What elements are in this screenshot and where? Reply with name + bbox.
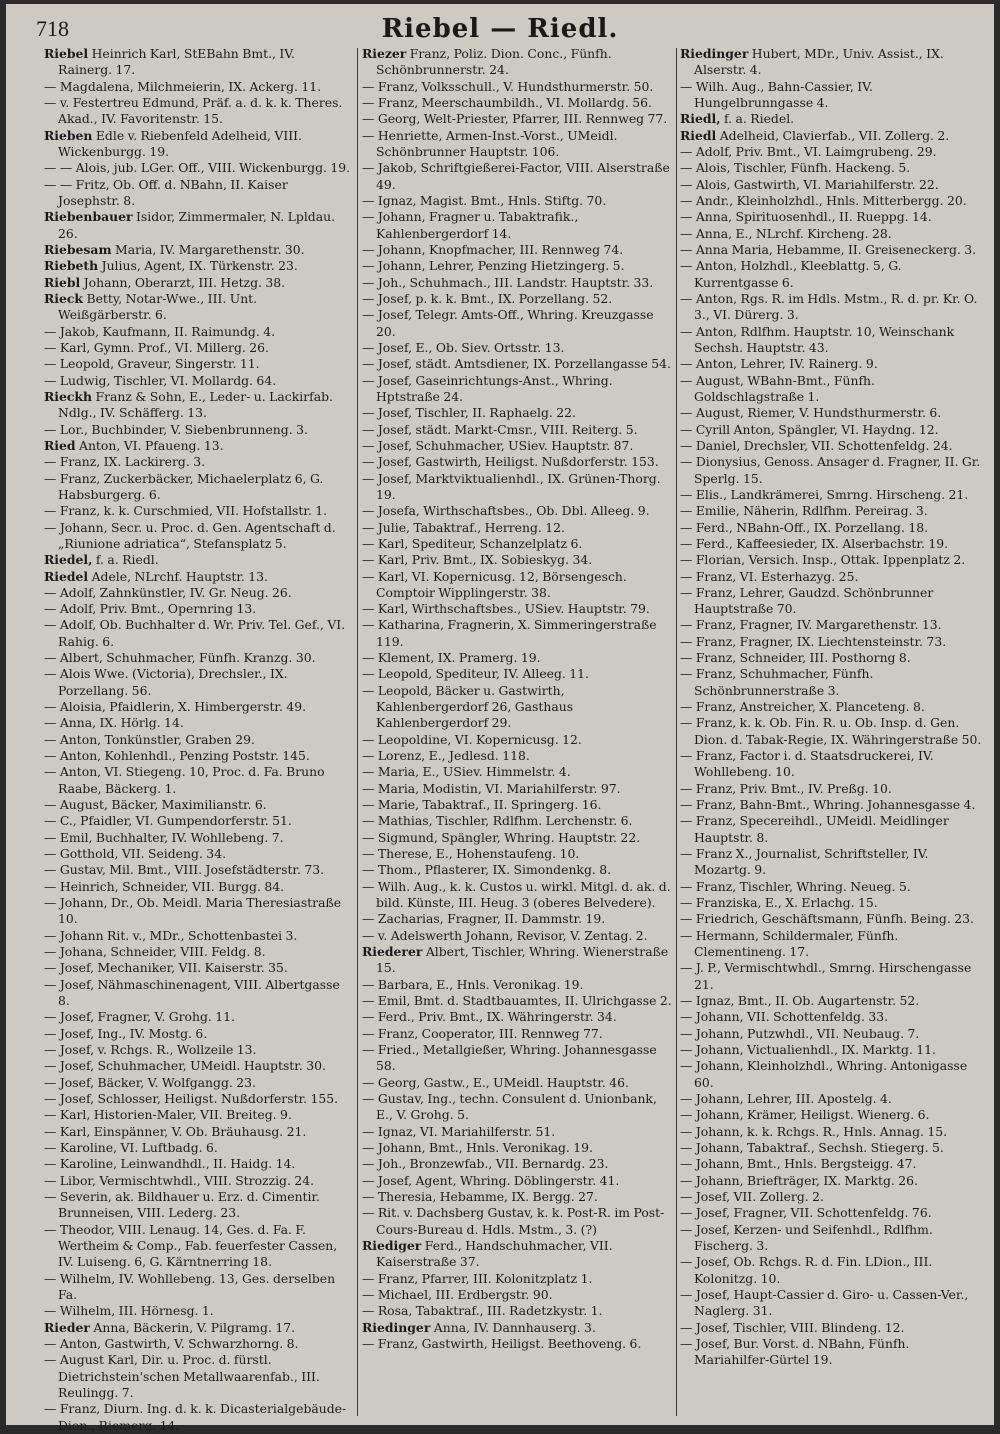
running-head: Riebel — Riedl. (381, 14, 619, 44)
directory-entry: — Joh., Bronzewfab., VII. Bernardg. 23. (362, 1156, 609, 1172)
directory-entry: — Wilh. Aug., Bahn-Cassier, IV. Hungelbrunngasse 4. (680, 78, 873, 110)
directory-entry: — Alois Wwe. (Victoria), Drechsler., IX. Porzellang. 56. (44, 666, 288, 698)
directory-entry: — Anton, Tonkünstler, Graben 29. (44, 731, 255, 747)
directory-entry: — Franz X., Journalist, Schriftsteller, IV. Mozartg. 9. (680, 846, 929, 878)
column-divider (676, 48, 677, 1416)
directory-entry: — Barbara, E., Hnls. Veronikag. 19. (362, 976, 584, 992)
directory-heading-entry: Riebesam Maria, IV. Margarethenstr. 30. (44, 241, 305, 257)
directory-entry: — August Karl, Dir. u. Proc. d. fürstl. Dietrichstein'schen Metallwaarenfab., III. Reulingg. 7. (44, 1352, 320, 1400)
directory-entry: — Josef, Schuhmacher, USiev. Hauptstr. 87. (362, 437, 634, 453)
directory-entry: — Franz, Schuhmacher, Fünfh. Schönbrunnerstraße 3. (680, 666, 874, 698)
directory-entry: — Josef, Schuhmacher, UMeidl. Hauptstr. 30. (44, 1058, 326, 1074)
directory-entry: — Sigmund, Spängler, Whring. Hauptstr. 22. (362, 829, 641, 845)
directory-entry: — Anna, IX. Hörlg. 14. (44, 715, 184, 731)
directory-entry: — Wilh. Aug., k. k. Custos u. wirkl. Mitgl. d. ak. d. bild. Künste, III. Heug. 3 (oberes Belvedere). (362, 878, 671, 911)
directory-entry: — Karoline, VI. Luftbadg. 6. (44, 1139, 218, 1155)
directory-entry: — Wilhelm, III. Hörnesg. 1. (44, 1303, 214, 1319)
directory-entry: — Karl, Gymn. Prof., VI. Millerg. 26. (44, 339, 269, 355)
directory-entry: — August, WBahn-Bmt., Fünfh. Goldschlagstraße 1. (680, 372, 875, 404)
directory-entry: — Josef, Fragner, V. Grohg. 11. (44, 1009, 235, 1025)
directory-entry: — Daniel, Drechsler, VII. Schottenfeldg. 24. (680, 437, 953, 453)
directory-entry: — Lor., Buchbinder, V. Siebenbrunneng. 3. (44, 421, 308, 437)
directory-entry: — Johann, Kleinholzhdl., Whring. Antonigasse 60. (680, 1058, 968, 1090)
directory-entry: — Josef, Marktviktualienhdl., IX. Grünen-Thorg. 19. (362, 470, 661, 502)
directory-entry: — Josef, Ob. Rchgs. R. d. Fin. LDion., III. Kolonitzg. 10. (680, 1254, 933, 1286)
directory-entry: — Emil, Buchhalter, IV. Wohllebeng. 7. (44, 829, 284, 845)
directory-entry: — Julie, Tabaktraf., Herreng. 12. (362, 519, 565, 535)
directory-entry: — Karl, Wirthschaftsbes., USiev. Hauptstr. 79. (362, 601, 650, 617)
directory-entry: — Josef, v. Rchgs. R., Wollzeile 13. (44, 1042, 257, 1058)
directory-entry: — Josef, E., Ob. Siev. Ortsstr. 13. (362, 339, 565, 355)
directory-entry: — Wilhelm, IV. Wohllebeng. 13, Ges. derselben Fa. (44, 1270, 336, 1302)
directory-entry: — Johann, Victualienhdl., IX. Marktg. 11. (680, 1042, 936, 1058)
directory-entry: — Marie, Tabaktraf., II. Springerg. 16. (362, 797, 602, 813)
directory-entry: — Josef, Gaseinrichtungs-Anst., Whring. Hptstraße 24. (362, 372, 613, 404)
directory-entry: — Josef, Tischler, VIII. Blindeng. 12. (680, 1319, 905, 1335)
directory-entry: — August, Bäcker, Maximilianstr. 6. (44, 797, 267, 813)
directory-entry: — Josef, Bur. Vorst. d. NBahn, Fünfh. Mariahilfer-Gürtel 19. (680, 1335, 910, 1368)
directory-heading-entry: Riebel Heinrich Karl, StEBahn Bmt., IV. Rainerg. 17. (44, 46, 295, 78)
directory-entry: — Franz, Bahn-Bmt., Whring. Johannesgasse 4. (680, 797, 976, 813)
directory-entry: — Franz, Volksschull., V. Hundsthurmerstr. 50. (362, 78, 654, 94)
column-divider (357, 48, 358, 1416)
directory-entry: — Katharina, Fragnerin, X. Simmeringerstraße 119. (362, 617, 657, 649)
directory-entry: — Leopold, Spediteur, IV. Alleeg. 11. (362, 666, 589, 682)
directory-entry: — Franz, Specereihdl., UMeidl. Meidlinger Hauptstr. 8. (680, 813, 949, 845)
directory-entry: — Ferd., Priv. Bmt., IX. Währingerstr. 34. (362, 1009, 617, 1025)
directory-entry: — Franz, k. k. Ob. Fin. R. u. Ob. Insp. d. Gen. Dion. d. Tabak-Regie, IX. Währingerstraße 50. (680, 715, 982, 747)
column-middle (362, 46, 674, 1418)
directory-entry: — Anna Maria, Hebamme, II. Greiseneckerg. 3. (680, 241, 977, 257)
directory-entry: — Adolf, Priv. Bmt., Opernring 13. (44, 601, 257, 617)
directory-entry: — Franz, Anstreicher, X. Planceteng. 8. (680, 699, 925, 715)
directory-entry: — Johann, Secr. u. Proc. d. Gen. Agentschaft d. „Riunione adriatica“, Stefansplatz 5. (44, 519, 336, 551)
directory-entry: — Johann, Bmt., Hnls. Veronikag. 19. (362, 1139, 593, 1155)
directory-entry: — Libor, Vermischtwhdl., VIII. Strozzig. 24. (44, 1172, 315, 1188)
directory-entry: — Johana, Schneider, VIII. Feldg. 8. (44, 944, 266, 960)
directory-heading-entry: Riediger Ferd., Handschuhmacher, VII. Kaiserstraße 37. (362, 1237, 613, 1270)
directory-entry: — Florian, Versich. Insp., Ottak. Ippenplatz 2. (680, 552, 966, 568)
directory-entry: — Josef, Gastwirth, Heiligst. Nußdorferstr. 153. (362, 454, 659, 470)
directory-entry: — Maria, E., USiev. Himmelstr. 4. (362, 764, 571, 780)
directory-entry: — — Fritz, Ob. Off. d. NBahn, II. Kaiser Josephstr. 8. (44, 176, 288, 208)
directory-entry: — Aloisia, Pfaidlerin, X. Himbergerstr. 49. (44, 699, 307, 715)
directory-entry: — Therese, E., Hohenstaufeng. 10. (362, 846, 580, 862)
directory-entry: — Henriette, Armen-Inst.-Vorst., UMeidl. Schönbrunner Hauptstr. 106. (362, 127, 618, 159)
directory-entry: — Johann, VII. Schottenfeldg. 33. (680, 1009, 889, 1025)
directory-entry: — Josef, Agent, Whring. Döblingerstr. 41. (362, 1172, 620, 1188)
directory-entry: — v. Adelswerth Johann, Revisor, V. Zentag. 2. (362, 927, 648, 943)
directory-entry: — Franz, Fragner, IV. Margarethenstr. 13. (680, 617, 942, 633)
directory-entry: — Ignaz, VI. Mariahilferstr. 51. (362, 1123, 556, 1139)
directory-entry: — Anton, Kohlenhdl., Penzing Poststr. 145. (44, 748, 310, 764)
directory-entry: — Rit. v. Dachsberg Gustav, k. k. Post-R. im Post-Cours-Bureau d. Hdls. Mstm., 3. (?) (362, 1205, 665, 1237)
directory-entry: — J. P., Vermischtwhdl., Smrng. Hirschengasse 21. (680, 960, 972, 992)
directory-entry: — Franziska, E., X. Erlachg. 15. (680, 895, 878, 911)
directory-entry: — Johann, Lehrer, III. Apostelg. 4. (680, 1091, 892, 1106)
directory-entry: — Johann, k. k. Rchgs. R., Hnls. Annag. 15. (680, 1123, 948, 1139)
directory-entry: — Josefa, Wirthschaftsbes., Ob. Dbl. Alleeg. 9. (362, 503, 650, 519)
directory-entry: — Franz, Priv. Bmt., IV. Preßg. 10. (680, 780, 892, 796)
directory-entry: — Karl, Einspänner, V. Ob. Bräuhausg. 21. (44, 1123, 307, 1139)
directory-entry: — Karl, Spediteur, Schanzelplatz 6. (362, 535, 583, 551)
directory-heading-entry: Riedinger Hubert, MDr., Univ. Assist., IX. Alserstr. 4. (680, 46, 944, 78)
directory-entry: — Leopold, Bäcker u. Gastwirth, Kahlenbergerdorf 26, Gasthaus Kahlenbergerdorf 29. (362, 682, 574, 731)
directory-entry: — Ignaz, Bmt., II. Ob. Augartenstr. 52. (680, 993, 920, 1009)
directory-entry: — Michael, III. Erdbergstr. 90. (362, 1286, 553, 1302)
directory-entry: — Johann, Tabaktraf., Sechsh. Stiegerg. 5. (680, 1139, 944, 1155)
directory-heading-entry: Riebenbauer Isidor, Zimmermaler, N. Lpldau. 26. (44, 209, 336, 241)
directory-entry: — Josef, Mechaniker, VII. Kaiserstr. 35. (44, 960, 288, 976)
directory-entry: — Leopoldine, VI. Kopernicusg. 12. (362, 731, 582, 747)
directory-entry: — Franz, k. k. Curschmied, VII. Hofstallstr. 1. (44, 503, 328, 519)
page-number: 718 (36, 16, 69, 41)
directory-entry: — Ludwig, Tischler, VI. Mollardg. 64. (44, 372, 277, 388)
directory-entry: — C., Pfaidler, VI. Gumpendorferstr. 51. (44, 813, 292, 829)
directory-heading-entry: Riebeth Julius, Agent, IX. Türkenstr. 23. (44, 258, 298, 274)
directory-entry: — Josef, Fragner, VII. Schottenfeldg. 76. (680, 1205, 932, 1221)
directory-entry: — Maria, Modistin, VI. Mariahilferstr. 97. (362, 780, 621, 796)
directory-entry: — Georg, Gastw., E., UMeidl. Hauptstr. 46. (362, 1074, 629, 1090)
directory-entry: — Severin, ak. Bildhauer u. Erz. d. Cimentir. Brunneisen, VIII. Lederg. 23. (44, 1188, 320, 1221)
directory-heading-entry: Riebl Johann, Oberarzt, III. Hetzg. 38. (44, 274, 286, 290)
directory-entry: — Franz, Factor i. d. Staatsdruckerei, IV. Wohllebeng. 10. (680, 748, 934, 780)
directory-entry: — Josef, Tischler, II. Raphaelg. 22. (362, 405, 576, 421)
directory-entry: — Josef, Telegr. Amts-Off., Whring. Kreuzgasse 20. (362, 307, 654, 339)
directory-entry: — Franz, VI. Esterhazyg. 25. (680, 568, 859, 584)
directory-entry: — Josef, Schlosser, Heiligst. Nußdorferstr. 155. (44, 1091, 339, 1106)
column-right (680, 46, 988, 1418)
directory-entry: — Josef, p. k. k. Bmt., IX. Porzellang. 52. (362, 290, 613, 306)
directory-entry: — Josef, Bäcker, V. Wolfgangg. 23. (44, 1074, 256, 1090)
directory-entry: — Leopold, Graveur, Singerstr. 11. (44, 356, 260, 372)
directory-entry: — Johann, Krämer, Heiligst. Wienerg. 6. (680, 1107, 930, 1123)
directory-heading-entry: Riedinger Anna, IV. Dannhauserg. 3. (362, 1319, 596, 1335)
directory-entry: — Johann Rit. v., MDr., Schottenbastei 3. (44, 927, 298, 943)
directory-entry: — Johann, Putzwhdl., VII. Neubaug. 7. (680, 1025, 920, 1041)
directory-entry: — Dionysius, Genoss. Ansager d. Fragner, II. Gr. Sperlg. 15. (680, 454, 981, 486)
directory-heading-entry: Riederer Albert, Tischler, Whring. Wienerstraße 15. (362, 944, 669, 976)
directory-heading-entry: Riedl, f. a. Riedel. (680, 111, 795, 127)
directory-heading-entry: Rieder Anna, Bäckerin, V. Pilgramg. 17. (44, 1319, 296, 1335)
directory-entry: — Rosa, Tabaktraf., III. Radetzkystr. 1. (362, 1303, 603, 1319)
directory-entry: — v. Festertreu Edmund, Präf. a. d. k. k. Theres. Akad., IV. Favoritenstr. 15. (44, 94, 343, 127)
directory-entry: — Georg, Welt-Priester, Pfarrer, III. Rennweg 77. (362, 111, 668, 127)
directory-entry: — — Alois, jub. LGer. Off., VIII. Wickenburgg. 19. (44, 160, 351, 176)
directory-entry: — Karoline, Leinwandhdl., II. Haidg. 14. (44, 1156, 296, 1172)
directory-entry: — Franz, Pfarrer, III. Kolonitzplatz 1. (362, 1270, 593, 1286)
directory-entry: — Johann, Fragner u. Tabaktrafik., Kahlenbergerdorf 14. (362, 209, 579, 241)
directory-entry: — Anton, VI. Stiegeng. 10, Proc. d. Fa. Bruno Raabe, Bäckerg. 1. (44, 764, 325, 796)
directory-entry: — Gotthold, VII. Seideng. 34. (44, 846, 227, 862)
directory-entry: — Johann, Bmt., Hnls. Bergsteigg. 47. (680, 1156, 917, 1172)
directory-entry: — Franz, Zuckerbäcker, Michaelerplatz 6, G. Habsburgerg. 6. (44, 470, 324, 502)
directory-entry: — Franz, Diurn. Ing. d. k. k. Dicasterialgebäude-Dion., Riemerg. 14. (44, 1401, 347, 1433)
directory-entry: — Anna, E., NLrchf. Kircheng. 28. (680, 225, 892, 241)
directory-entry: — Karl, Historien-Maler, VII. Breiteg. 9. (44, 1107, 292, 1123)
directory-entry: — Karl, Priv. Bmt., IX. Sobieskyg. 34. (362, 552, 593, 568)
directory-entry: — Theodor, VIII. Lenaug. 14, Ges. d. Fa. F. Wertheim & Comp., Fab. feuerfester Cassen, IV. Luiseng. 6, G. Kärntnerring 18. (44, 1221, 338, 1270)
directory-heading-entry: Riedel Adele, NLrchf. Hauptstr. 13. (44, 568, 268, 584)
directory-entry: — Anton, Gastwirth, V. Schwarzhorng. 8. (44, 1335, 299, 1351)
directory-entry: — Gustav, Mil. Bmt., VIII. Josefstädterstr. 73. (44, 862, 325, 878)
directory-entry: — Alois, Gastwirth, VI. Mariahilferstr. 22. (680, 176, 939, 192)
directory-entry: — Franz, Cooperator, III. Rennweg 77. (362, 1025, 603, 1041)
directory-entry: — Franz, IX. Lackirerg. 3. (44, 454, 206, 470)
directory-entry: — Josef, Nähmaschinenagent, VIII. Albertgasse 8. (44, 976, 340, 1009)
directory-entry: — Hermann, Schildermaler, Fünfh. Clementineng. 17. (680, 927, 899, 960)
directory-entry: — Klement, IX. Pramerg. 19. (362, 650, 541, 666)
directory-entry: — Anton, Rdlfhm. Hauptstr. 10, Weinschank Sechsh. Hauptstr. 43. (680, 323, 955, 355)
directory-entry: — Ferd., Kaffeesieder, IX. Alserbachstr. 19. (680, 535, 949, 551)
column-left (44, 46, 352, 1433)
directory-heading-entry: Riedel, f. a. Riedl. (44, 552, 159, 568)
directory-entry: — Johann, Lehrer, Penzing Hietzingerg. 5. (362, 258, 625, 274)
directory-heading-entry: Ried Anton, VI. Pfaueng. 13. (44, 437, 224, 453)
directory-entry: — August, Riemer, V. Hundsthurmerstr. 6. (680, 405, 942, 421)
directory-entry: — Johann, Knopfmacher, III. Rennweg 74. (362, 241, 624, 257)
directory-entry: — Franz, Fragner, IX. Liechtensteinstr. 73. (680, 633, 947, 649)
directory-entry: — Anton, Lehrer, IV. Rainerg. 9. (680, 356, 878, 372)
directory-entry: — Karl, VI. Kopernicusg. 12, Börsengesch. Comptoir Wipplingerstr. 38. (362, 568, 627, 600)
directory-entry: — Josef, Kerzen- und Seifenhdl., Rdlfhm. Fischerg. 3. (680, 1221, 933, 1253)
directory-entry: — Franz, Meerschaumbildh., VI. Mollardg. 56. (362, 94, 652, 110)
directory-page (6, 4, 994, 1433)
directory-entry: — Jakob, Schriftgießerei-Factor, VIII. Alserstraße 49. (362, 160, 670, 192)
directory-entry: — Emilie, Näherin, Rdlfhm. Pereirag. 3. (680, 503, 928, 519)
directory-entry: — Anton, Holzhdl., Kleeblattg. 5, G. Kurrentgasse 6. (680, 258, 902, 290)
directory-entry: — Joh., Schuhmach., III. Landstr. Hauptstr. 33. (362, 274, 654, 290)
directory-entry: — Josef, städt. Amtsdiener, IX. Porzellangasse 54. (362, 356, 671, 372)
directory-entry: — Anna, Spirituosenhdl., II. Rueppg. 14. (680, 209, 932, 225)
directory-heading-entry: Rieben Edle v. Riebenfeld Adelheid, VIII. Wickenburgg. 19. (44, 127, 302, 159)
directory-entry: — Mathias, Tischler, Rdlfhm. Lerchenstr. 6. (362, 813, 633, 829)
directory-entry: — Elis., Landkrämerei, Smrng. Hirscheng. 21. (680, 486, 969, 502)
directory-entry: — Theresia, Hebamme, IX. Bergg. 27. (362, 1188, 598, 1204)
directory-heading-entry: Riezer Franz, Poliz. Dion. Conc., Fünfh. Schönbrunnerstr. 24. (362, 46, 612, 78)
directory-entry: — Adolf, Priv. Bmt., VI. Laimgrubeng. 29. (680, 143, 937, 159)
directory-entry: — Jakob, Kaufmann, II. Raimundg. 4. (44, 323, 276, 339)
directory-entry: — Josef, Haupt-Cassier d. Giro- u. Cassen-Ver., Naglerg. 31. (680, 1286, 969, 1319)
directory-entry: — Adolf, Ob. Buchhalter d. Wr. Priv. Tel. Gef., VI. Rahig. 6. (44, 617, 346, 649)
directory-entry: — Fried., Metallgießer, Whring. Johannesgasse 58. (362, 1042, 657, 1074)
directory-heading-entry: Rieckh Franz & Sohn, E., Leder- u. Lackirfab. Ndlg., IV. Schäfferg. 13. (44, 388, 333, 421)
directory-heading-entry: Riedl Adelheid, Clavierfab., VII. Zollerg. 2. (680, 127, 950, 143)
directory-entry: — Lorenz, E., Jedlesd. 118. (362, 748, 530, 764)
directory-entry: — Josef, VII. Zollerg. 2. (680, 1188, 824, 1204)
directory-entry: — Ignaz, Magist. Bmt., Hnls. Stiftg. 70. (362, 192, 607, 208)
directory-entry: — Josef, städt. Markt-Cmsr., VIII. Reiterg. 5. (362, 421, 638, 437)
directory-entry: — Andr., Kleinholzhdl., Hnls. Mitterbergg. 20. (680, 192, 967, 208)
directory-entry: — Franz, Gastwirth, Heiligst. Beethoveng. 6. (362, 1335, 642, 1351)
directory-entry: — Friedrich, Geschäftsmann, Fünfh. Being. 23. (680, 911, 974, 927)
directory-entry: — Heinrich, Schneider, VII. Burgg. 84. (44, 878, 285, 894)
directory-entry: — Franz, Schneider, III. Posthorng 8. (680, 650, 911, 666)
directory-entry: — Albert, Schuhmacher, Fünfh. Kranzg. 30. (44, 650, 316, 666)
directory-entry: — Magdalena, Milchmeierin, IX. Ackerg. 11. (44, 78, 322, 94)
directory-entry: — Johann, Briefträger, IX. Marktg. 26. (680, 1172, 918, 1188)
directory-entry: — Alois, Tischler, Fünfh. Hackeng. 5. (680, 160, 911, 176)
directory-heading-entry: Rieck Betty, Notar-Wwe., III. Unt. Weißgärberstr. 6. (44, 290, 258, 323)
directory-entry: — Zacharias, Fragner, II. Dammstr. 19. (362, 911, 606, 927)
directory-entry: — Josef, Ing., IV. Mostg. 6. (44, 1025, 208, 1041)
directory-entry: — Thom., Pflasterer, IX. Simondenkg. 8. (362, 862, 612, 878)
directory-entry: — Johann, Dr., Ob. Meidl. Maria Theresiastraße 10. (44, 895, 342, 927)
directory-entry: — Gustav, Ing., techn. Consulent d. Unionbank, E., V. Grohg. 5. (362, 1091, 657, 1123)
directory-entry: — Franz, Lehrer, Gaudzd. Schönbrunner Hauptstraße 70. (680, 584, 934, 617)
directory-entry: — Adolf, Zahnkünstler, IV. Gr. Neug. 26. (44, 584, 292, 600)
page-header (6, 10, 994, 46)
directory-entry: — Emil, Bmt. d. Stadtbauamtes, II. Ulrichgasse 2. (362, 993, 672, 1009)
directory-entry: — Cyrill Anton, Spängler, VI. Haydng. 12. (680, 421, 939, 437)
directory-entry: — Franz, Tischler, Whring. Neueg. 5. (680, 878, 911, 894)
directory-entry: — Anton, Rgs. R. im Hdls. Mstm., R. d. pr. Kr. O. 3., VI. Dürerg. 3. (680, 290, 978, 323)
directory-entry: — Ferd., NBahn-Off., IX. Porzellang. 18. (680, 519, 929, 535)
